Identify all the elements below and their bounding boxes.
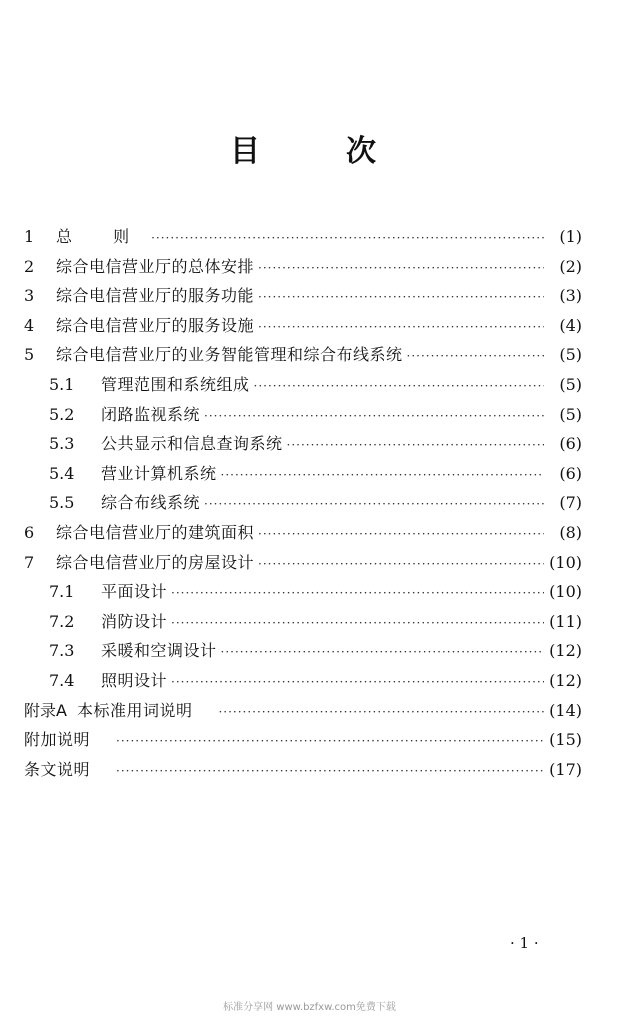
title-char-2: 次 xyxy=(346,134,377,169)
dot-leader xyxy=(258,550,544,580)
toc-entry-label: 采暖和空调设计 xyxy=(101,641,217,661)
dot-leader xyxy=(218,698,544,728)
toc-entry-page: (10) xyxy=(549,552,582,572)
toc-entry-number: 5.5 xyxy=(49,493,75,513)
dot-leader xyxy=(221,638,544,668)
toc-entry-label: 综合电信营业厅的业务智能管理和综合布线系统 xyxy=(56,345,403,365)
title-char-1: 目 xyxy=(230,134,261,169)
dot-leader xyxy=(171,668,544,698)
toc-entry-2[interactable] xyxy=(24,252,582,282)
toc-entry-7-1[interactable] xyxy=(24,577,582,607)
toc-entry-6[interactable] xyxy=(24,518,582,548)
toc-entry-label: 条文说明 xyxy=(24,759,91,779)
toc-entry-label: 综合电信营业厅的服务功能 xyxy=(56,286,255,306)
toc-entry-4[interactable] xyxy=(24,311,582,341)
toc-entry-label: 综合电信营业厅的房屋设计 xyxy=(56,552,255,572)
toc-entry-label: 综合电信营业厅的服务设施 xyxy=(56,315,255,335)
toc-entry-number: 4 xyxy=(24,315,35,335)
toc-entry-number: 5 xyxy=(24,345,35,365)
toc-entry-page: (5) xyxy=(559,345,582,365)
dot-leader xyxy=(204,490,544,520)
table-of-contents xyxy=(24,222,582,784)
toc-entry-5-2[interactable] xyxy=(24,400,582,430)
toc-entry-3[interactable] xyxy=(24,281,582,311)
toc-entry-number: 5.4 xyxy=(49,463,75,483)
toc-entry-additional-notes[interactable] xyxy=(24,725,582,755)
toc-entry-page: (7) xyxy=(559,493,582,513)
toc-entry-number: 5.2 xyxy=(49,404,75,424)
dot-leader xyxy=(287,431,544,461)
toc-entry-number: 7.4 xyxy=(49,670,75,690)
toc-entry-page: (5) xyxy=(559,374,582,394)
toc-entry-page: (2) xyxy=(559,256,582,276)
toc-entry-number: 7.2 xyxy=(49,611,75,631)
toc-entry-page: (17) xyxy=(549,759,582,779)
toc-entry-7-3[interactable] xyxy=(24,636,582,666)
toc-entry-5-4[interactable] xyxy=(24,459,582,489)
dot-leader xyxy=(258,520,544,550)
toc-entry-page: (5) xyxy=(559,404,582,424)
toc-entry-label: 平面设计 xyxy=(101,582,168,602)
toc-entry-label: 管理范围和系统组成 xyxy=(101,374,250,394)
toc-entry-number: 5.3 xyxy=(49,434,75,454)
toc-entry-page: (11) xyxy=(549,611,582,631)
toc-entry-5-1[interactable] xyxy=(24,370,582,400)
dot-leader xyxy=(258,283,544,313)
toc-entry-label: 闭路监视系统 xyxy=(101,404,201,424)
toc-entry-1[interactable] xyxy=(24,222,582,252)
dot-leader xyxy=(116,757,544,787)
watermark-text: 标准分享网 www.bzfxw.com免费下载 xyxy=(223,1002,396,1013)
toc-entry-number: 6 xyxy=(24,522,35,542)
dot-leader xyxy=(151,224,544,254)
toc-entry-appendix-a[interactable] xyxy=(24,696,582,726)
toc-entry-number: 2 xyxy=(24,256,35,276)
dot-leader xyxy=(221,461,544,491)
page-title xyxy=(0,126,619,169)
toc-entry-label: 总 则 xyxy=(56,227,148,246)
toc-entry-label: 照明设计 xyxy=(101,670,168,690)
dot-leader xyxy=(254,372,544,402)
toc-entry-label: 附加说明 xyxy=(24,730,91,750)
toc-entry-page: (14) xyxy=(549,700,582,720)
toc-entry-number: 7.3 xyxy=(49,641,75,661)
dot-leader xyxy=(171,609,544,639)
dot-leader xyxy=(204,402,544,432)
toc-entry-page: (1) xyxy=(559,227,582,246)
dot-leader xyxy=(116,727,544,757)
toc-entry-number: 7 xyxy=(24,552,35,572)
toc-entry-label: 综合电信营业厅的建筑面积 xyxy=(56,522,255,542)
toc-entry-page: (6) xyxy=(559,463,582,483)
toc-entry-label: 综合电信营业厅的总体安排 xyxy=(56,256,255,276)
toc-entry-page: (10) xyxy=(549,582,582,602)
dot-leader xyxy=(407,342,544,372)
toc-entry-label: 本标准用词说明 xyxy=(76,700,193,720)
toc-entry-label: 公共显示和信息查询系统 xyxy=(101,434,283,454)
toc-entry-7[interactable] xyxy=(24,548,582,578)
toc-entry-page: (3) xyxy=(559,286,582,306)
toc-entry-page: (12) xyxy=(549,670,582,690)
page-number: · 1 · xyxy=(510,934,539,952)
toc-entry-number: 5.1 xyxy=(49,374,75,394)
toc-entry-number: 附录A xyxy=(24,700,67,720)
toc-entry-page: (8) xyxy=(559,522,582,542)
toc-entry-7-4[interactable] xyxy=(24,666,582,696)
toc-entry-number: 7.1 xyxy=(49,582,75,602)
toc-entry-label: 营业计算机系统 xyxy=(101,463,217,483)
toc-entry-page: (15) xyxy=(549,730,582,750)
toc-entry-page: (12) xyxy=(549,641,582,661)
toc-entry-number: 3 xyxy=(24,286,35,306)
dot-leader xyxy=(171,579,544,609)
dot-leader xyxy=(258,313,544,343)
toc-entry-label: 消防设计 xyxy=(101,611,168,631)
toc-entry-5-5[interactable] xyxy=(24,488,582,518)
toc-entry-5[interactable] xyxy=(24,340,582,370)
toc-entry-number: 1 xyxy=(24,227,35,246)
toc-entry-label: 综合布线系统 xyxy=(101,493,201,513)
toc-entry-5-3[interactable] xyxy=(24,429,582,459)
dot-leader xyxy=(258,254,544,284)
toc-entry-page: (6) xyxy=(559,434,582,454)
toc-entry-clause-explanation[interactable] xyxy=(24,755,582,785)
toc-entry-7-2[interactable] xyxy=(24,607,582,637)
toc-entry-page: (4) xyxy=(559,315,582,335)
